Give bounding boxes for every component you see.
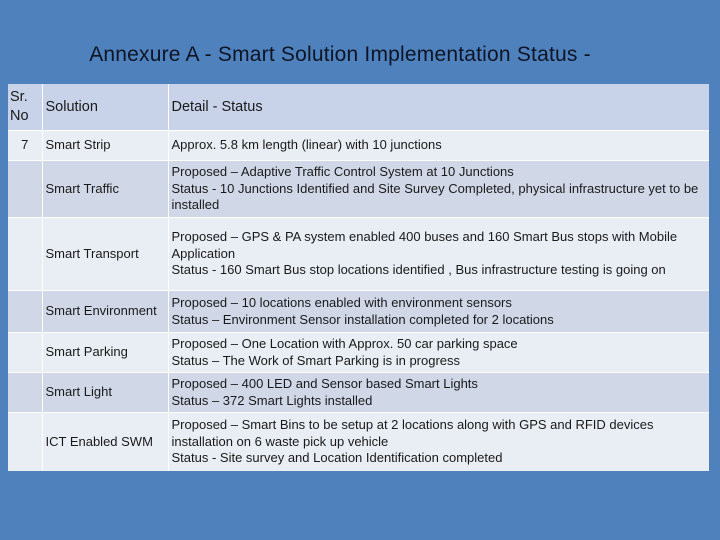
header-detail-status: Detail - Status bbox=[168, 84, 709, 131]
header-sr-no-line2: No bbox=[10, 108, 29, 124]
detail-line: Proposed – 400 LED and Sensor based Smart Lights bbox=[171, 376, 478, 391]
row-sr-no bbox=[8, 291, 42, 333]
detail-line: Status - Site survey and Location Identification completed bbox=[171, 450, 503, 465]
detail-line: Approx. 5.8 km length (linear) with 10 junctions bbox=[171, 137, 442, 153]
status-table bbox=[8, 84, 709, 471]
table-row bbox=[8, 333, 709, 373]
row-detail bbox=[168, 291, 709, 333]
slide-title: Annexure A - Smart Solution Implementation Status - bbox=[89, 43, 591, 66]
row-detail bbox=[168, 161, 709, 218]
row-solution: Smart Transport bbox=[42, 218, 168, 291]
table-row bbox=[8, 373, 709, 413]
row-detail bbox=[168, 131, 709, 161]
row-sr-no bbox=[8, 218, 42, 291]
row-sr-no bbox=[8, 373, 42, 413]
row-solution: Smart Light bbox=[42, 373, 168, 413]
detail-line: Status - 10 Junctions Identified and Site Survey Completed, physical infrastructure yet to be installed bbox=[171, 180, 699, 213]
row-sr-no: 7 bbox=[8, 131, 42, 161]
row-sr-no bbox=[8, 333, 42, 373]
row-solution: Smart Traffic bbox=[42, 161, 168, 218]
table-row bbox=[8, 218, 709, 291]
row-detail bbox=[168, 373, 709, 413]
header-solution: Solution bbox=[42, 84, 168, 131]
table-header-row bbox=[8, 84, 709, 131]
detail-line: Proposed – Adaptive Traffic Control System at 10 Junctions bbox=[171, 164, 514, 180]
header-sr-no bbox=[8, 84, 42, 131]
detail-line: Status - 160 Smart Bus stop locations identified , Bus infrastructure testing is going on bbox=[171, 262, 666, 278]
row-detail bbox=[168, 413, 709, 471]
detail-line: Status – 372 Smart Lights installed bbox=[171, 392, 373, 408]
header-sr-no-line1: Sr. bbox=[10, 89, 28, 105]
detail-line: Proposed – GPS & PA system enabled 400 buses and 160 Smart Bus stops with Mobile Application bbox=[171, 229, 678, 261]
row-solution: Smart Parking bbox=[42, 333, 168, 373]
table-row bbox=[8, 413, 709, 471]
detail-line: Proposed – Smart Bins to be setup at 2 locations along with GPS and RFID devices installation on 6 waste pick up vehicle bbox=[171, 417, 654, 449]
row-detail bbox=[168, 218, 709, 291]
detail-line: Proposed – 10 locations enabled with environment sensors bbox=[171, 295, 512, 310]
row-sr-no bbox=[8, 161, 42, 218]
row-detail bbox=[168, 333, 709, 373]
row-solution: Smart Strip bbox=[42, 131, 168, 161]
detail-line: Status – Environment Sensor installation completed for 2 locations bbox=[171, 311, 554, 327]
table-row bbox=[8, 131, 709, 161]
detail-line: Proposed – One Location with Approx. 50 car parking space bbox=[171, 336, 518, 351]
table-row bbox=[8, 291, 709, 333]
table-row bbox=[8, 161, 709, 218]
row-solution: ICT Enabled SWM bbox=[42, 413, 168, 471]
detail-line: Status – The Work of Smart Parking is in progress bbox=[171, 352, 461, 368]
row-sr-no bbox=[8, 413, 42, 471]
row-solution: Smart Environment bbox=[42, 291, 168, 333]
